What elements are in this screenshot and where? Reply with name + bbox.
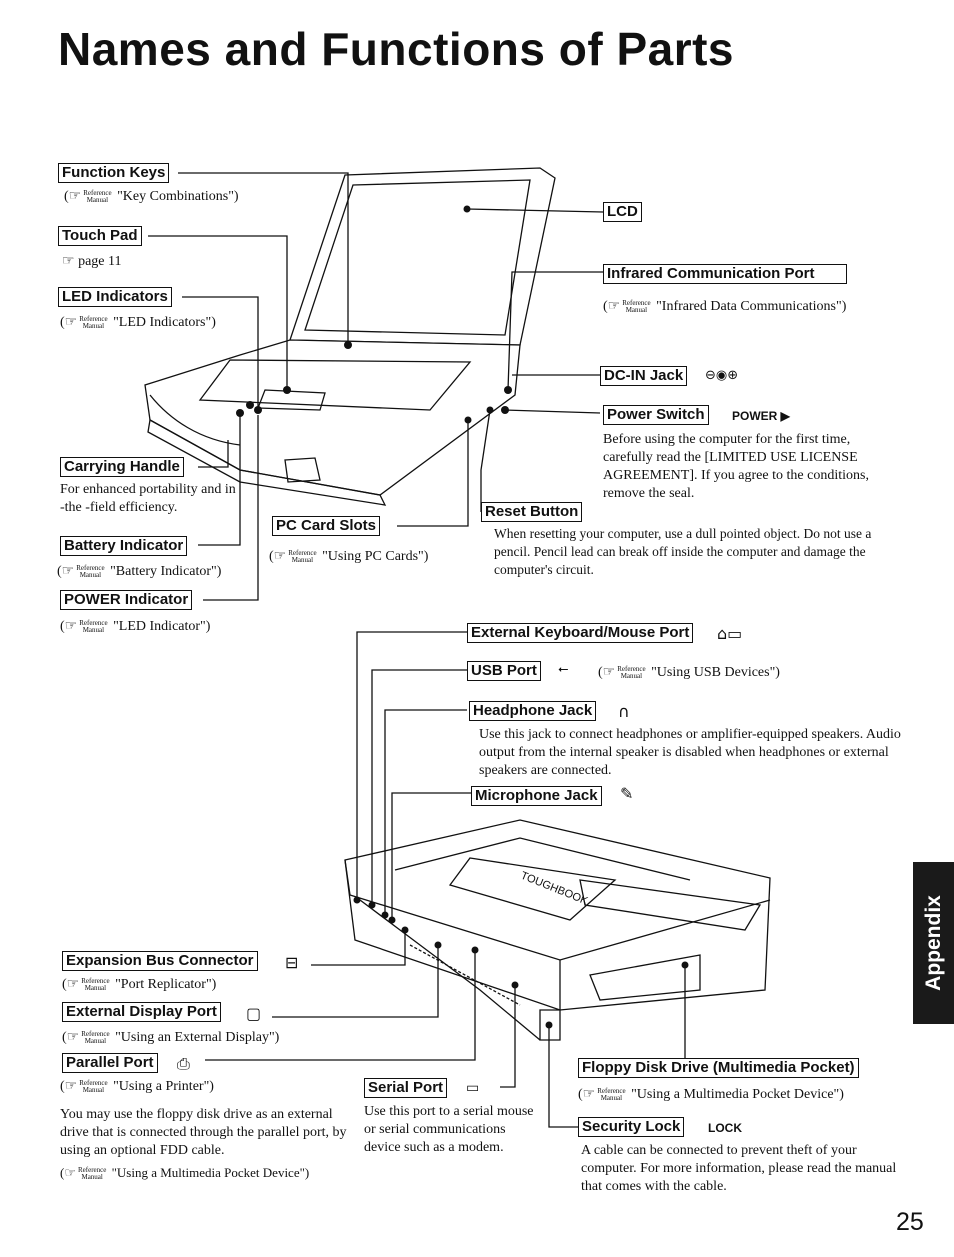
carrying-handle-description: For enhanced portability and in -the -field efficiency.: [60, 482, 236, 515]
label-pc-card-slots: PC Card Slots: [272, 516, 380, 536]
power-switch-symbol: POWER ▶: [732, 409, 790, 423]
parallel-description: You may use the floppy disk drive as an external drive that is connected through the parallel port, by using an optional FDD cable.: [60, 1107, 347, 1158]
security-lock-description: A cable can be connected to prevent theft of your computer. For more information, please read the manual that comes with the cable.: [581, 1143, 897, 1194]
label-infrared: Infrared Communication Port: [603, 264, 847, 284]
ref-parallel-port: (☞ Reference Manual "Using a Printer"): [60, 1078, 214, 1094]
usb-icon: ⭠: [558, 662, 569, 677]
keyboard-mouse-icon: ⌂▭: [717, 624, 743, 643]
label-parallel-port: Parallel Port: [62, 1053, 158, 1073]
label-headphone-jack: Headphone Jack: [469, 701, 596, 721]
ref-function-keys: (☞ Reference Manual "Key Combinations"): [64, 188, 239, 204]
dc-in-polarity-icon: ⊖◉⊕: [705, 368, 739, 383]
label-touch-pad: Touch Pad: [58, 226, 142, 246]
ref-external-display: (☞ Reference Manual "Using an External Display"): [62, 1029, 280, 1045]
label-expansion-bus: Expansion Bus Connector: [62, 951, 258, 971]
label-usb-port: USB Port: [467, 661, 541, 681]
label-battery-indicator: Battery Indicator: [60, 536, 187, 556]
ref-power-indicator: (☞ Reference Manual "LED Indicator"): [60, 618, 211, 634]
power-switch-description: Before using the computer for the first time, carefully read the [LIMITED USE LICENSE AGREEMENT]. If you agree to the conditions, remove the seal.: [603, 432, 869, 501]
label-external-keyboard-mouse: External Keyboard/Mouse Port: [467, 623, 693, 643]
serial-port-icon: ▭: [466, 1080, 480, 1096]
label-led-indicators: LED Indicators: [58, 287, 172, 307]
security-lock-symbol: LOCK: [708, 1121, 742, 1135]
label-dc-in-jack: DC-IN Jack: [600, 366, 687, 386]
ref-parallel-multimedia: (☞ Reference Manual "Using a Multimedia Pocket Device"): [60, 1165, 310, 1182]
label-lcd: LCD: [603, 202, 642, 222]
ref-floppy-disk-drive: (☞ Reference Manual "Using a Multimedia Pocket Device"): [578, 1086, 844, 1102]
appendix-tab-label: Appendix: [921, 895, 945, 991]
label-floppy-disk-drive: Floppy Disk Drive (Multimedia Pocket): [578, 1058, 859, 1078]
label-serial-port: Serial Port: [364, 1078, 447, 1098]
label-reset-button: Reset Button: [481, 502, 582, 522]
ref-expansion-bus: (☞ Reference Manual "Port Replicator"): [62, 976, 217, 992]
expansion-bus-icon: ⊟: [285, 953, 299, 972]
printer-icon: ⎙: [177, 1054, 190, 1073]
ref-led-indicators: (☞ Reference Manual "LED Indicators"): [60, 314, 216, 330]
page-number: 25: [896, 1208, 924, 1236]
appendix-tab: [913, 862, 954, 1024]
serial-description: Use this port to a serial mouse or serial communications device such as a modem.: [364, 1104, 534, 1155]
reset-button-description: When resetting your computer, use a dull pointed object. Do not use a pencil. Pencil lead can break off inside the computer and damage the computer's circuit.: [494, 526, 872, 577]
microphone-icon: ✎: [620, 784, 634, 803]
ref-pc-card-slots: (☞ Reference Manual "Using PC Cards"): [269, 548, 429, 564]
page-title: Names and Functions of Parts: [58, 23, 735, 75]
label-power-switch: Power Switch: [603, 405, 709, 425]
label-power-indicator: POWER Indicator: [60, 590, 192, 610]
label-external-display: External Display Port: [62, 1002, 221, 1022]
label-carrying-handle: Carrying Handle: [60, 457, 184, 477]
headphone-icon: ∩: [618, 702, 630, 721]
label-function-keys: Function Keys: [58, 163, 169, 183]
device-logo: TOUGHBOOK: [518, 869, 590, 908]
ref-usb-port: (☞ Reference Manual "Using USB Devices"): [598, 664, 780, 680]
label-security-lock: Security Lock: [578, 1117, 684, 1137]
ref-battery-indicator: (☞ Reference Manual "Battery Indicator"): [57, 563, 222, 579]
label-microphone-jack: Microphone Jack: [471, 786, 602, 806]
ref-infrared: (☞ Reference Manual "Infrared Data Communications"): [603, 298, 847, 314]
headphone-description: Use this jack to connect headphones or amplifier-equipped speakers. Audio output from the internal speaker is disabled when headphones or external speakers are connected.: [479, 727, 901, 778]
display-icon: ▢: [246, 1004, 262, 1023]
ref-touch-pad: ☞ page 11: [62, 254, 122, 269]
